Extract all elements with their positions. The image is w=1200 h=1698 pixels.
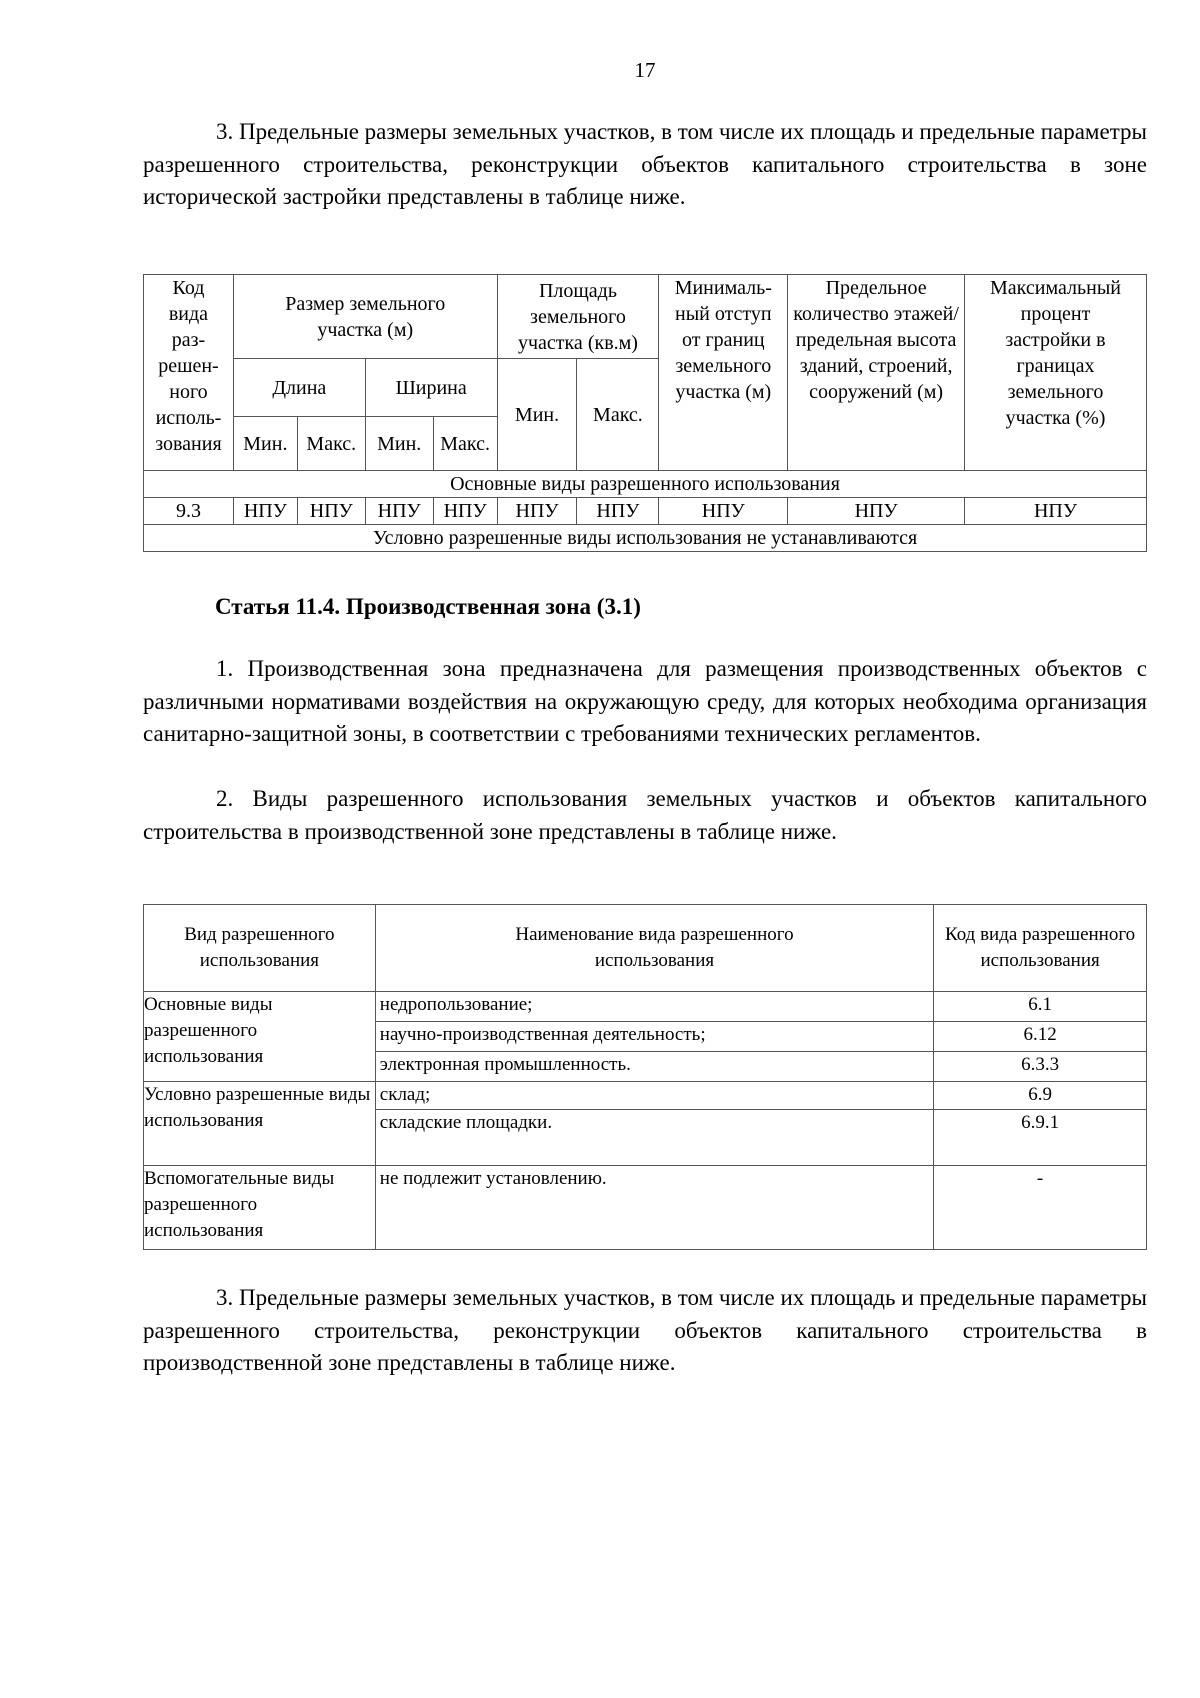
cell-area-min: НПУ xyxy=(497,498,577,525)
use-code: - xyxy=(934,1166,1147,1250)
paragraph-limits-industrial: 3. Предельные размеры земельных участков, в том числе их площадь и предельные параметры разрешенного строительства, реконструкции объектов капитального строительства в производственной зоне представлены в таблице ниже. xyxy=(143,1285,1147,1375)
cell-code: 9.3 xyxy=(144,498,234,525)
section-main-uses: Основные виды разрешенного использования xyxy=(144,471,1147,498)
header-use-code: Код вида разрешенного использования xyxy=(934,905,1147,992)
header-length-min: Мин. xyxy=(233,417,297,471)
cell-max-percent: НПУ xyxy=(964,498,1146,525)
use-code: 6.12 xyxy=(934,1022,1147,1052)
header-width-max: Макс. xyxy=(433,417,497,471)
cell-min-offset: НПУ xyxy=(659,498,788,525)
header-width: Ширина xyxy=(365,359,497,417)
header-area: Площадь земельного участка (кв.м) xyxy=(497,275,659,359)
use-code: 6.9.1 xyxy=(934,1110,1147,1166)
category-auxiliary: Вспомогательные виды разрешенного использования xyxy=(144,1166,376,1250)
table-row xyxy=(144,498,1147,525)
header-area-min: Мин. xyxy=(497,359,577,471)
cell-length-max: НПУ xyxy=(297,498,365,525)
header-plot-size: Размер земельного участка (м) xyxy=(233,275,497,359)
use-name: недропользование; xyxy=(375,992,933,1022)
use-name: электронная промышленность. xyxy=(375,1052,933,1082)
use-name: не подлежит установлению. xyxy=(375,1166,933,1250)
cell-length-min: НПУ xyxy=(233,498,297,525)
table-historic-limits xyxy=(143,274,1147,552)
header-area-max: Макс. xyxy=(577,359,659,471)
header-use-name: Наименование вида разрешенного использования xyxy=(375,905,933,992)
header-width-min: Мин. xyxy=(365,417,433,471)
use-name: научно-производственная деятельность; xyxy=(375,1022,933,1052)
table-permitted-uses xyxy=(143,904,1147,1250)
header-use-kind: Вид разрешенного использования xyxy=(144,905,376,992)
cell-floors-height: НПУ xyxy=(788,498,965,525)
category-conditional: Условно разрешенные виды использования xyxy=(144,1082,376,1166)
article-heading: Статья 11.4. Производственная зона (3.1) xyxy=(215,594,641,619)
header-code: Код вида раз- решен- ного исполь- зования xyxy=(144,275,234,471)
cell-width-max: НПУ xyxy=(433,498,497,525)
header-min-offset: Минималь-ный отступ от границ земельного участка (м) xyxy=(659,275,788,471)
header-floors-height: Предельное количество этажей/ предельная высота зданий, строений, сооружений (м) xyxy=(788,275,965,471)
use-code: 6.3.3 xyxy=(934,1052,1147,1082)
paragraph-limits-historic: 3. Предельные размеры земельных участков, в том числе их площадь и предельные параметры разрешенного строительства, реконструкции объектов капитального строительства в зоне исторической застройки представлены в таблице ниже. xyxy=(143,119,1147,209)
header-length-max: Макс. xyxy=(297,417,365,471)
header-max-percent: Максимальный процент застройки в границах земельного участка (%) xyxy=(964,275,1146,471)
cell-area-max: НПУ xyxy=(577,498,659,525)
use-code: 6.1 xyxy=(934,992,1147,1022)
page-number: 17 xyxy=(634,58,656,82)
use-code: 6.9 xyxy=(934,1082,1147,1110)
cell-width-min: НПУ xyxy=(365,498,433,525)
use-name: складские площадки. xyxy=(375,1110,933,1166)
header-length: Длина xyxy=(233,359,365,417)
paragraph-zone-purpose: 1. Производственная зона предназначена для размещения производственных объектов с различными нормативами воздействия на окружающую среду, для которых необходима организация санитарно-защитной зоны, в соответствии с требованиями технических регламентов. xyxy=(143,656,1147,746)
category-main: Основные виды разрешенного использования xyxy=(144,992,376,1082)
section-conditional-uses: Условно разрешенные виды использования не устанавливаются xyxy=(144,525,1147,552)
paragraph-uses-intro: 2. Виды разрешенного использования земельных участков и объектов капитального строительства в производственной зоне представлены в таблице ниже. xyxy=(143,786,1147,844)
use-name: склад; xyxy=(375,1082,933,1110)
